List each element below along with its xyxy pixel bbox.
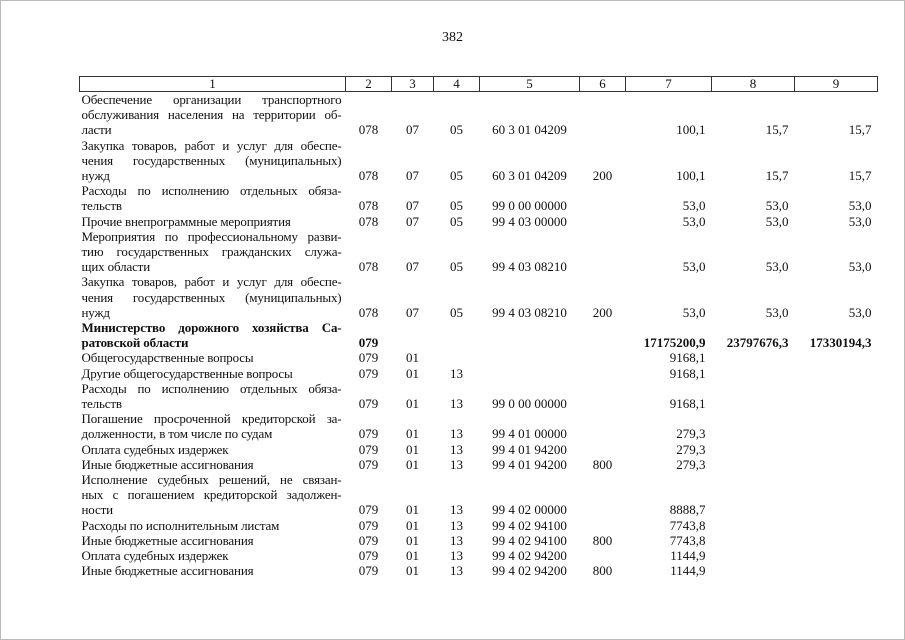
- code-target-article: 60 3 01 04209: [492, 168, 567, 184]
- code-section: 01: [406, 426, 419, 442]
- amount-col7: 53,0: [682, 259, 706, 275]
- code-subsection: 05: [450, 198, 463, 214]
- code-section: 01: [406, 365, 419, 381]
- table-row: [80, 320, 878, 350]
- code-ministry: 079: [358, 517, 379, 533]
- amount-col7: 100,1: [676, 168, 706, 184]
- code-subsection: [434, 350, 480, 365]
- amount-col7: 7743,8: [669, 517, 706, 533]
- code-ministry: 079: [358, 335, 379, 351]
- description-line: Иные бюджетные ассигнования: [81, 456, 254, 472]
- code-section: 07: [406, 259, 419, 275]
- code-subsection: 13: [450, 502, 463, 518]
- description-line: чения государственных (муниципальных): [81, 289, 342, 305]
- row-description: [80, 533, 346, 548]
- amount-col7: 8888,7: [669, 502, 706, 518]
- amount-col9: 15,7: [848, 168, 872, 184]
- code-target-article: 99 4 01 94200: [492, 456, 567, 472]
- amount-col9: [795, 381, 878, 411]
- table-row: [80, 457, 878, 472]
- budget-table: [79, 76, 878, 579]
- code-expense-type: [580, 442, 626, 457]
- column-header: 7: [626, 77, 712, 92]
- amount-col9: 15,7: [848, 122, 872, 138]
- table-row: [80, 92, 878, 138]
- code-expense-type: 800: [592, 532, 613, 548]
- code-target-article: 99 4 01 00000: [492, 426, 567, 442]
- amount-col8: [712, 442, 795, 457]
- table-row: [80, 350, 878, 365]
- row-description: [80, 472, 346, 518]
- column-header: 3: [392, 77, 434, 92]
- amount-col8: [712, 533, 795, 548]
- code-target-article: 99 4 03 08210: [492, 259, 567, 275]
- code-target-article: 99 0 00 00000: [492, 396, 567, 412]
- description-line: Обеспечение организации транспортного: [81, 92, 342, 107]
- code-subsection: 05: [450, 168, 463, 184]
- amount-col7: 9168,1: [669, 350, 706, 366]
- column-header: 5: [480, 77, 580, 92]
- code-section: 01: [406, 502, 419, 518]
- amount-col7: 53,0: [682, 213, 706, 229]
- amount-col9: [795, 350, 878, 365]
- code-subsection: 13: [450, 548, 463, 564]
- code-subsection: 13: [450, 426, 463, 442]
- amount-col9: [795, 366, 878, 381]
- code-ministry: 078: [358, 122, 379, 138]
- row-description: [80, 457, 346, 472]
- code-subsection: 13: [450, 456, 463, 472]
- table-row: [80, 548, 878, 563]
- amount-col9: 53,0: [848, 198, 872, 214]
- description-line: Оплата судебных издержек: [81, 548, 229, 564]
- amount-col9: 53,0: [848, 304, 872, 320]
- code-expense-type: [580, 214, 626, 229]
- amount-col8: [712, 472, 795, 518]
- table-row: [80, 533, 878, 548]
- amount-col8: [712, 350, 795, 365]
- code-section: 01: [406, 441, 419, 457]
- code-ministry: 079: [358, 441, 379, 457]
- code-target-article: 60 3 01 04209: [492, 122, 567, 138]
- description-line: тельств: [81, 396, 122, 412]
- row-description: [80, 350, 346, 365]
- code-subsection: 05: [450, 213, 463, 229]
- amount-col8: [712, 366, 795, 381]
- code-expense-type: [580, 548, 626, 563]
- code-expense-type: [580, 92, 626, 138]
- code-ministry: 079: [358, 456, 379, 472]
- code-section: 07: [406, 304, 419, 320]
- table-row: [80, 563, 878, 578]
- amount-col7: 279,3: [676, 456, 706, 472]
- code-target-article: 99 4 03 08210: [492, 304, 567, 320]
- amount-col8: 15,7: [765, 122, 789, 138]
- code-ministry: 078: [358, 198, 379, 214]
- code-subsection: 05: [450, 304, 463, 320]
- code-target-article: [480, 320, 580, 350]
- description-line: Прочие внепрограммные мероприятия: [81, 213, 291, 229]
- amount-col8: [712, 518, 795, 533]
- table-row: [80, 411, 878, 441]
- amount-col9: [795, 457, 878, 472]
- code-ministry: 079: [358, 532, 379, 548]
- code-target-article: 99 4 02 94200: [492, 563, 567, 579]
- row-description: [80, 518, 346, 533]
- amount-col7: 53,0: [682, 304, 706, 320]
- code-ministry: 079: [358, 350, 379, 366]
- row-description: [80, 274, 346, 320]
- code-ministry: 079: [358, 426, 379, 442]
- description-line: ласти: [81, 122, 112, 138]
- description-line: Иные бюджетные ассигнования: [81, 563, 254, 579]
- description-line: ных с погашением кредиторской задолжен-: [81, 487, 342, 503]
- code-subsection: 05: [450, 122, 463, 138]
- code-expense-type: [580, 183, 626, 213]
- amount-col8: [712, 563, 795, 578]
- code-section: 01: [406, 532, 419, 548]
- amount-col9: [795, 548, 878, 563]
- description-line: Расходы по исполнению отдельных обяза-: [81, 183, 342, 199]
- description-line: Министерство дорожного хозяйства Са-: [81, 320, 342, 336]
- description-line: Закупка товаров, работ и услуг для обеспе-: [81, 137, 342, 153]
- code-ministry: 079: [358, 365, 379, 381]
- description-line: ратовской области: [81, 335, 189, 351]
- description-line: Общегосударственные вопросы: [81, 350, 254, 366]
- code-expense-type: 800: [592, 456, 613, 472]
- code-section: 07: [406, 213, 419, 229]
- amount-col8: [712, 548, 795, 563]
- code-target-article: 99 0 00 00000: [492, 198, 567, 214]
- code-section: [392, 320, 434, 350]
- amount-col9: [795, 411, 878, 441]
- code-section: 01: [406, 456, 419, 472]
- row-description: [80, 320, 346, 350]
- code-section: 01: [406, 396, 419, 412]
- code-subsection: 13: [450, 563, 463, 579]
- amount-col8: 53,0: [765, 259, 789, 275]
- table-row: [80, 381, 878, 411]
- amount-col7: 1144,9: [670, 548, 706, 564]
- description-line: Закупка товаров, работ и услуг для обеспе-: [81, 274, 342, 290]
- amount-col8: 53,0: [765, 304, 789, 320]
- amount-col7: 9168,1: [669, 365, 706, 381]
- code-section: 01: [406, 548, 419, 564]
- code-target-article: 99 4 02 94100: [492, 517, 567, 533]
- row-description: [80, 548, 346, 563]
- description-line: Другие общегосударственные вопросы: [81, 365, 293, 381]
- code-ministry: 079: [358, 502, 379, 518]
- description-line: нужд: [81, 168, 110, 184]
- amount-col7: 9168,1: [669, 396, 706, 412]
- row-description: [80, 214, 346, 229]
- amount-col8: [712, 411, 795, 441]
- description-line: Оплата судебных издержек: [81, 441, 229, 457]
- amount-col9: [795, 518, 878, 533]
- amount-col8: 23797676,3: [726, 335, 789, 351]
- amount-col8: [712, 381, 795, 411]
- code-section: 07: [406, 198, 419, 214]
- code-expense-type: [580, 350, 626, 365]
- code-expense-type: [580, 320, 626, 350]
- page-number: 382: [442, 30, 463, 45]
- amount-col7: 279,3: [676, 426, 706, 442]
- column-header: 1: [80, 77, 346, 92]
- description-line: Погашение просроченной кредиторской за-: [81, 411, 342, 427]
- amount-col7: 279,3: [676, 441, 706, 457]
- code-ministry: 078: [358, 259, 379, 275]
- column-header: 8: [712, 77, 795, 92]
- row-description: [80, 92, 346, 138]
- row-description: [80, 366, 346, 381]
- code-section: 01: [406, 350, 419, 366]
- description-line: нужд: [81, 304, 110, 320]
- amount-col9: 53,0: [848, 259, 872, 275]
- amount-col8: 15,7: [765, 168, 789, 184]
- code-target-article: 99 4 01 94200: [492, 441, 567, 457]
- code-expense-type: 200: [592, 304, 613, 320]
- table-row: [80, 138, 878, 184]
- amount-col7: 53,0: [682, 198, 706, 214]
- table-row: [80, 183, 878, 213]
- description-line: ности: [81, 502, 113, 518]
- description-line: тию государственных гражданских служа-: [81, 244, 342, 260]
- description-line: долженности, в том числе по судам: [81, 426, 273, 442]
- code-target-article: 99 4 02 94100: [492, 532, 567, 548]
- row-description: [80, 183, 346, 213]
- amount-col7: 17175200,9: [643, 335, 706, 351]
- code-target-article: 99 4 02 94200: [492, 548, 567, 564]
- code-subsection: 13: [450, 396, 463, 412]
- table-row: [80, 366, 878, 381]
- table-row: [80, 442, 878, 457]
- description-line: чения государственных (муниципальных): [81, 152, 342, 168]
- code-expense-type: [580, 411, 626, 441]
- row-description: [80, 229, 346, 275]
- code-expense-type: [580, 381, 626, 411]
- code-expense-type: [580, 229, 626, 275]
- table-row: [80, 518, 878, 533]
- amount-col9: 53,0: [848, 213, 872, 229]
- row-description: [80, 563, 346, 578]
- code-target-article: [480, 366, 580, 381]
- row-description: [80, 138, 346, 184]
- code-subsection: 13: [450, 532, 463, 548]
- code-subsection: 13: [450, 441, 463, 457]
- amount-col9: [795, 472, 878, 518]
- code-subsection: [434, 320, 480, 350]
- description-line: Иные бюджетные ассигнования: [81, 532, 254, 548]
- amount-col9: [795, 442, 878, 457]
- amount-col8: [712, 457, 795, 472]
- row-description: [80, 381, 346, 411]
- code-ministry: 079: [358, 563, 379, 579]
- description-line: Мероприятия по профессиональному разви-: [81, 228, 342, 244]
- code-expense-type: [580, 366, 626, 381]
- code-expense-type: [580, 472, 626, 518]
- column-header: 2: [346, 77, 392, 92]
- row-description: [80, 411, 346, 441]
- code-section: 01: [406, 563, 419, 579]
- code-target-article: 99 4 03 00000: [492, 213, 567, 229]
- row-description: [80, 442, 346, 457]
- code-ministry: 078: [358, 213, 379, 229]
- code-ministry: 079: [358, 396, 379, 412]
- table-row: [80, 214, 878, 229]
- code-subsection: 13: [450, 517, 463, 533]
- code-section: 07: [406, 122, 419, 138]
- header-row: [80, 77, 878, 92]
- code-target-article: [480, 350, 580, 365]
- amount-col9: [795, 563, 878, 578]
- code-ministry: 078: [358, 168, 379, 184]
- code-target-article: 99 4 02 00000: [492, 502, 567, 518]
- description-line: Расходы по исполнению отдельных обяза-: [81, 380, 342, 396]
- table-row: [80, 274, 878, 320]
- amount-col8: 53,0: [765, 198, 789, 214]
- column-header: 6: [580, 77, 626, 92]
- table-row: [80, 229, 878, 275]
- table-row: [80, 472, 878, 518]
- code-ministry: 079: [358, 548, 379, 564]
- description-line: щих области: [81, 259, 151, 275]
- amount-col7: 100,1: [676, 122, 706, 138]
- amount-col7: 7743,8: [669, 532, 706, 548]
- description-line: тельств: [81, 198, 122, 214]
- description-line: обслуживания населения на территории об-: [81, 107, 342, 123]
- description-line: Исполнение судебных решений, не связан-: [81, 472, 342, 488]
- amount-col8: 53,0: [765, 213, 789, 229]
- code-expense-type: 800: [592, 563, 613, 579]
- code-expense-type: [580, 518, 626, 533]
- amount-col7: 1144,9: [670, 563, 706, 579]
- code-subsection: 05: [450, 259, 463, 275]
- amount-col9: [795, 533, 878, 548]
- amount-col9: 17330194,3: [809, 335, 872, 351]
- code-section: 07: [406, 168, 419, 184]
- description-line: Расходы по исполнительным листам: [81, 517, 280, 533]
- column-header: 9: [795, 77, 878, 92]
- code-ministry: 078: [358, 304, 379, 320]
- code-section: 01: [406, 517, 419, 533]
- column-header: 4: [434, 77, 480, 92]
- code-expense-type: 200: [592, 168, 613, 184]
- code-subsection: 13: [450, 365, 463, 381]
